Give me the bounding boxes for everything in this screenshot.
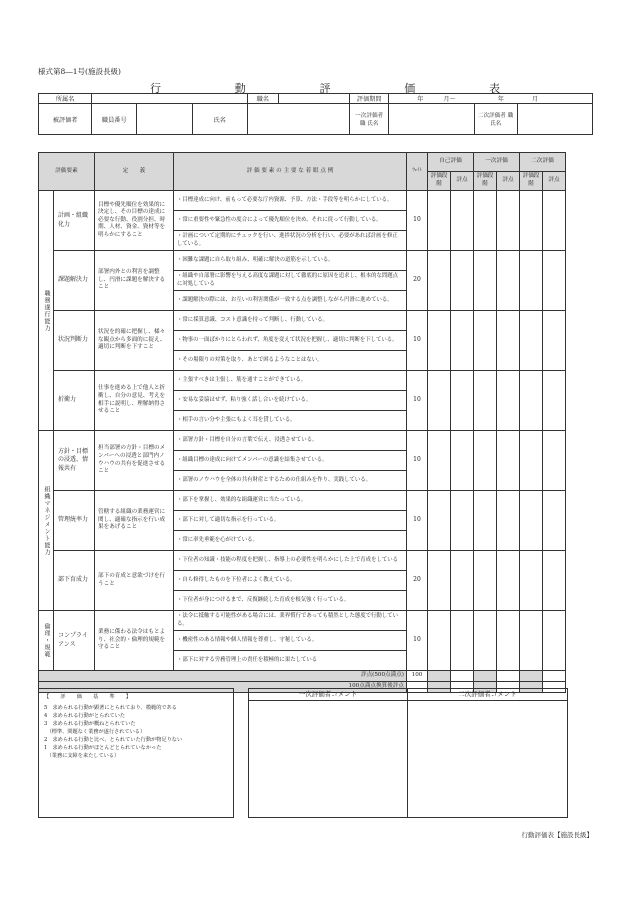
col-definition: 定 義 [95,153,174,191]
header-table [38,93,593,135]
self-stage-cell[interactable] [428,431,451,491]
col-element: 評価要素 [39,153,95,191]
key-point: ・部署方針・目標を自分の言葉で伝え、浸透させている。 [174,431,407,451]
first-stage-cell[interactable] [474,431,497,491]
second-score-cell[interactable] [543,551,566,611]
element-definition: 部署内外との利害を調整し、円滑に課題を解決すること [95,251,174,311]
element-name: コンプライアンス [54,611,95,671]
first-evaluator-field[interactable] [389,104,474,135]
self-score-cell[interactable] [451,611,474,671]
legend-line: 4 求められる行動がとられていた [44,713,126,720]
element-name: 課題解決力 [54,251,95,311]
legend-line: 3 求められる行動が概ねとられていた [44,721,136,728]
score-total-cell[interactable] [497,671,520,682]
score-row-label: 100点満点換算後評点 [39,682,407,693]
first-score-cell[interactable] [497,551,520,611]
second-stage-cell[interactable] [520,431,543,491]
element-name: 折衝力 [54,371,95,431]
element-name: 管理統率力 [54,491,95,551]
key-point: ・目標達成に向け、前もって必要な庁内資源、予算、方法・手段等を明らかにしている。 [174,191,407,211]
weight-value: 10 [407,311,428,371]
col-weight: ｳｪｲﾄ [407,153,428,191]
key-point: ・部下を掌握し、効果的な組織運営に当たっている。 [174,491,407,511]
second-score-cell[interactable] [543,191,566,251]
score-total-cell [428,671,451,682]
col-self-stage: 評価段階 [428,172,451,191]
second-stage-cell[interactable] [520,191,543,251]
name-label: 氏名 [192,104,247,135]
self-score-cell[interactable] [451,251,474,311]
key-point: ・主張すべきは主張し、筋を通すことができている。 [174,371,407,391]
score-row-label: 評点(500点満点) [39,671,407,682]
legend-line: 1 求められる行動がほとんどとられていなかった [44,745,162,752]
period-label: 評価期間 [350,94,389,104]
table-row [39,431,566,451]
score-total-cell [520,671,543,682]
title-char: 価 [404,82,416,95]
key-point: ・安易な妥協はせず、粘り強く話し合いを続けている。 [174,391,407,411]
element-definition: 目標や優先順位を効果的に決定し、その目標の達成に必要な行動、役割分担、時期、人材、資金、資材等を明らかにすること [95,191,174,251]
score-row-weight: 100 [407,671,428,682]
key-point: ・部下に対して適切な指示を行っている。 [174,511,407,531]
legend-title: 【 評 価 基 準 】 [44,694,135,700]
table-row [39,551,566,571]
first-stage-cell[interactable] [474,191,497,251]
first-score-cell[interactable] [497,191,520,251]
evaluee-label: 被評価者 [39,104,92,135]
self-score-cell[interactable] [451,371,474,431]
second-stage-cell[interactable] [520,611,543,671]
table-row [39,371,566,391]
col-second-stage: 評価段階 [520,172,543,191]
legend-line: （標準、問題なく業務が遂行されている） [44,729,146,736]
year-label: 年 [497,96,504,103]
element-name: 部下育成力 [54,551,95,611]
key-point: ・常に採算意識、コスト意識を持って判断し、行動している。 [174,311,407,331]
year-label: 年 [417,96,424,103]
first-score-cell[interactable] [497,251,520,311]
self-stage-cell[interactable] [428,311,451,371]
rank-label: 職名 [247,94,278,104]
first-stage-cell[interactable] [474,551,497,611]
self-score-cell[interactable] [451,311,474,371]
table-row [39,191,566,211]
dept-field[interactable] [92,94,248,104]
element-definition: 状況を的確に把握し、様々な観点から多面的に捉え、適切に判断を下すこと [95,311,174,371]
first-score-cell[interactable] [497,311,520,371]
footer-label: 行動評価表【施設長級】 [521,831,593,839]
second-score-cell[interactable] [543,611,566,671]
col-points: 評 価 要 素 の 主 要 な 着 眼 点 例 [174,153,407,191]
second-stage-cell[interactable] [520,371,543,431]
table-row [39,311,566,331]
second-evaluator-field[interactable] [517,104,592,135]
first-stage-cell[interactable] [474,371,497,431]
evaluation-table [38,152,566,693]
first-evaluator-comment-box[interactable] [248,688,408,818]
col-self: 自己評価 [428,153,474,172]
title-char: 表 [489,82,500,95]
weight-value: 10 [407,371,428,431]
element-name: 状況判断力 [54,311,95,371]
col-second: 二次評価 [520,153,566,172]
key-point: ・組織や自部署に影響を与える高度な課題に対して徹底的に原因を追求し、根本的な問題点に対処している [174,271,407,291]
evaluation-criteria-legend [38,688,234,818]
key-point: ・常に率先垂範を心がけている。 [174,531,407,551]
self-stage-cell[interactable] [428,551,451,611]
self-score-cell[interactable] [451,431,474,491]
element-definition: 部下の育成と意欲づけを行うこと [95,551,174,611]
col-second-score: 評点 [543,172,566,191]
table-row [39,251,566,271]
key-point: ・自ら修得したものを下位者によく教えている。 [174,571,407,591]
col-first-stage: 評価段階 [474,172,497,191]
weight-value: 10 [407,431,428,491]
col-first-score: 評点 [497,172,520,191]
staff-no-field[interactable] [137,104,192,135]
element-definition: 仕事を進める上で他人と折衝し、自分の意見、考えを相手に説明し、理解納得させること [95,371,174,431]
first-stage-cell[interactable] [474,611,497,671]
key-point: ・困難な課題に自ら取り組み、明確に解決の道筋を示している。 [174,251,407,271]
score-total-cell[interactable] [451,671,474,682]
legend-line: 5 求められる行動が顕著にとられており、模範的である [44,705,177,712]
self-stage-cell[interactable] [428,491,451,551]
form-number: 様式第8―1号(施設長級) [38,67,121,76]
key-point: ・組織目標の達成に向けてメンバーの意識を結集させている。 [174,451,407,471]
second-score-cell[interactable] [543,311,566,371]
weight-value: 10 [407,491,428,551]
key-point: ・相手の言い分や主張にもよく耳を貸している。 [174,411,407,431]
key-point: ・部署のノウハウを全体の共有財産とするための仕組みを作り、実践している。 [174,471,407,491]
key-point: ・課題解決の際には、お互いの利害関係が一致する点を調整しながら円滑に進めている。 [174,291,407,311]
key-point: ・下位者が身につけるまで、反復継続した育成を根気強く行っている。 [174,591,407,611]
score-total-cell [474,671,497,682]
weight-value: 20 [407,251,428,311]
second-score-cell[interactable] [543,431,566,491]
first-comment-heading: 一次評価者コメント [249,689,407,701]
legend-line: （業務に支障を来たしている） [44,753,120,760]
element-definition: 管轄する組織の業務運営に関し、適確な指示を行い成果をあげること [95,491,174,551]
key-point: ・計画について定期的にチェックを行い、進捗状況の分析を行い、必要があれば計画を修正している。 [174,231,407,251]
month-label: 月～ [443,96,456,103]
dept-label: 所属名 [39,94,92,104]
self-stage-cell[interactable] [428,611,451,671]
rank-field[interactable] [278,94,349,104]
first-stage-cell[interactable] [474,311,497,371]
weight-value: 10 [407,191,428,251]
key-point: ・物事の一面ばかりにとらわれず、角度を変えて状況を把握し、適切に判断を下している。 [174,331,407,351]
element-name: 計画・組織化力 [54,191,95,251]
first-score-cell[interactable] [497,371,520,431]
key-point: ・下位者の知識・技能の程度を把握し、指導上の必要性を明らかにした上で育成をしている [174,551,407,571]
self-score-cell[interactable] [451,551,474,611]
element-definition: 担当部署の方針・目標のメンバーへの浸透と部門内ノウハウの共有を促進させること [95,431,174,491]
category-label: 職務遂行能力 [39,191,54,431]
second-stage-cell[interactable] [520,551,543,611]
key-point: ・常に重要性や緊急性の度合によって優先順位を決め、それに従って行動している。 [174,211,407,231]
staff-no-label: 職員番号 [92,104,137,135]
second-evaluator-comment-box[interactable] [408,688,568,818]
self-score-cell[interactable] [451,191,474,251]
second-evaluator-label: 二次評価者 職 氏名 [474,104,517,135]
element-name: 方針・目標の浸透、情報共有 [54,431,95,491]
legend-line: 2 求められる行動と比べ、とられていた行動が物足りない [44,737,183,744]
self-stage-cell[interactable] [428,371,451,431]
element-definition: 業務に係わる法令はもとより、社会的・倫理的規範を守ること [95,611,174,671]
self-score-cell[interactable] [451,491,474,551]
second-stage-cell[interactable] [520,251,543,311]
first-score-cell[interactable] [497,491,520,551]
title-char: 行 [150,82,161,95]
second-comment-heading: 二次評価者コメント [408,689,567,701]
title-char: 評 [319,82,331,95]
score-row [39,671,566,682]
col-first: 一次評価 [474,153,520,172]
category-label: 組織マネジメント能力 [39,431,54,611]
second-stage-cell[interactable] [520,491,543,551]
title-char: 動 [234,82,246,95]
col-self-score: 評点 [451,172,474,191]
name-field[interactable] [247,104,349,135]
month-label: 月 [531,96,539,103]
second-stage-cell[interactable] [520,311,543,371]
key-point: ・部下に対する労務管理上の責任を積極的に果たしている [174,651,407,671]
table-row [39,611,566,631]
first-score-cell[interactable] [497,611,520,671]
first-stage-cell[interactable] [474,251,497,311]
first-stage-cell[interactable] [474,491,497,551]
period-field[interactable] [389,94,593,104]
first-score-cell[interactable] [497,431,520,491]
table-row [39,491,566,511]
self-stage-cell[interactable] [428,251,451,311]
key-point: ・法令に抵触する可能性がある場合には、業界慣行であっても積然とした態度で行動している。 [174,611,407,631]
weight-value: 20 [407,551,428,611]
first-evaluator-label: 一次評価者 職 氏名 [350,104,389,135]
second-score-cell[interactable] [543,491,566,551]
category-label: 倫理・規範 [39,611,54,671]
self-stage-cell[interactable] [428,191,451,251]
key-point: ・その場限りの対策を取り、あとで困るようなことはない。 [174,351,407,371]
score-total-cell[interactable] [543,671,566,682]
key-point: ・機密性のある情報や個人情報を尊重し、守秘している。 [174,631,407,651]
weight-value: 10 [407,611,428,671]
second-score-cell[interactable] [543,251,566,311]
second-score-cell[interactable] [543,371,566,431]
